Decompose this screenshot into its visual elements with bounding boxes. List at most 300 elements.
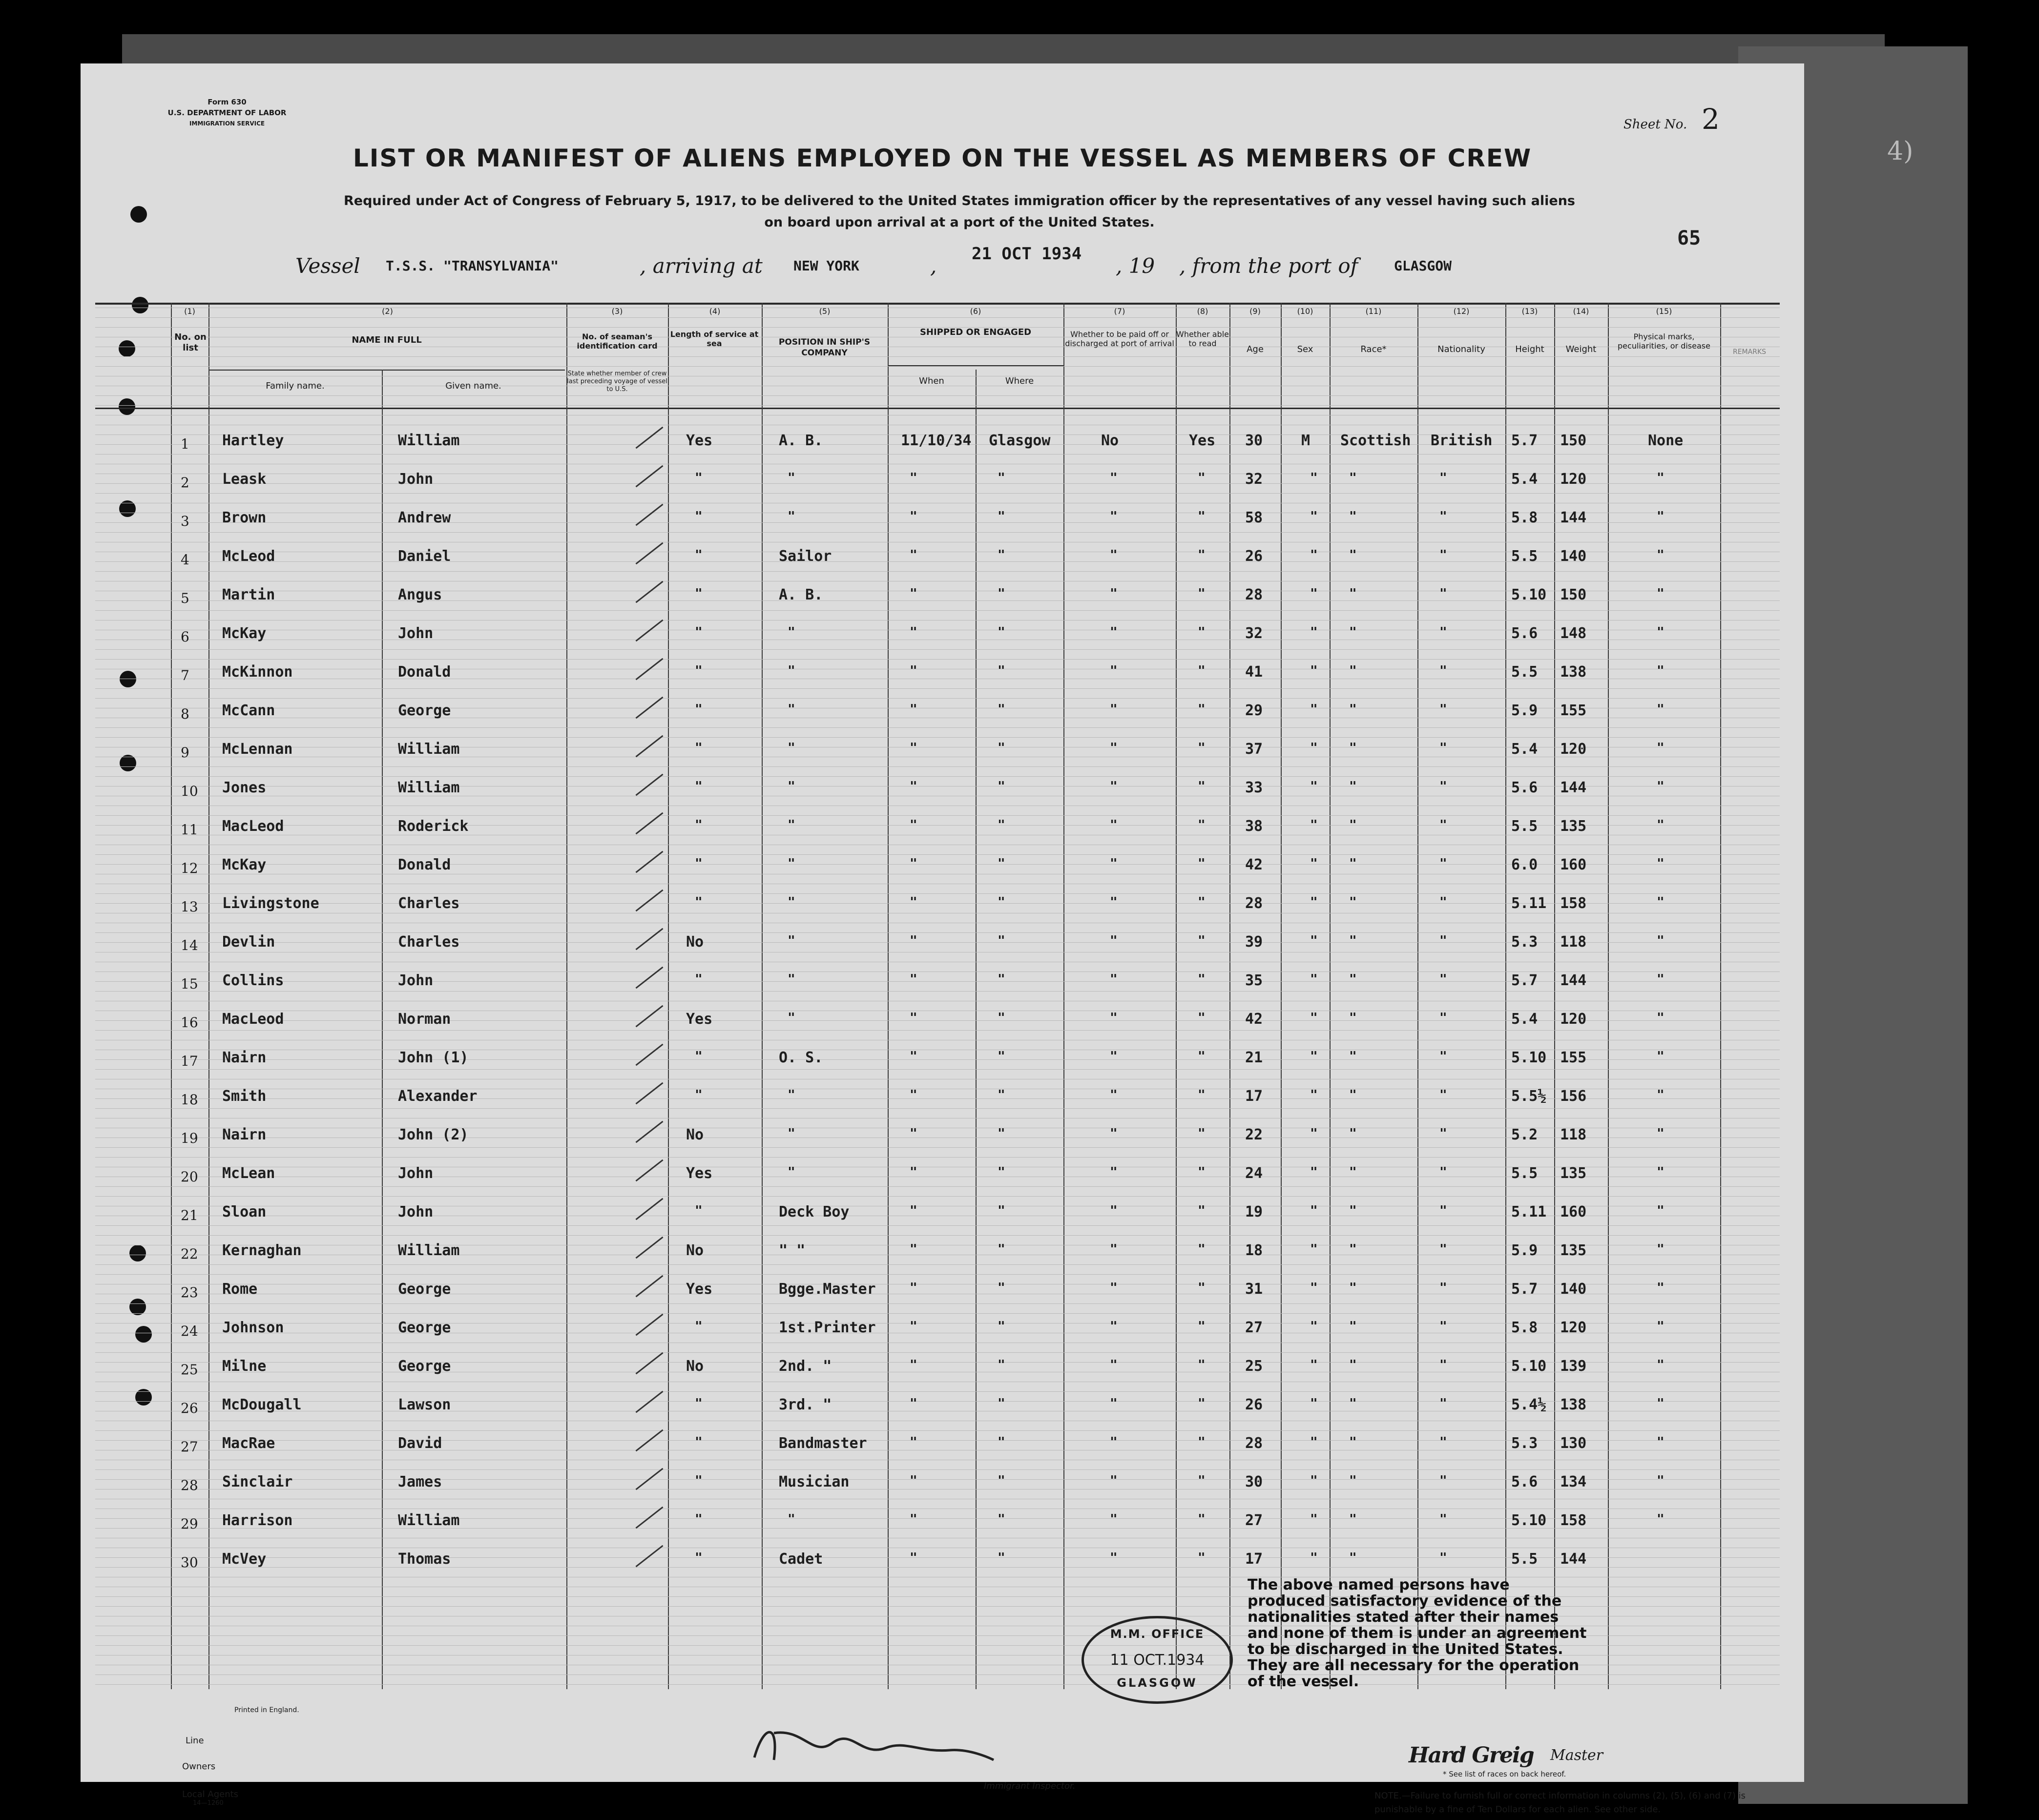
row-number: 6	[181, 629, 189, 645]
able-to-read: "	[1198, 895, 1206, 910]
paid-off: "	[1110, 1435, 1118, 1449]
master-signature: Hard Greig	[1409, 1743, 1534, 1768]
row-number: 23	[181, 1284, 198, 1301]
able-to-read: "	[1198, 1281, 1206, 1295]
check-tick	[635, 1198, 663, 1220]
col-position: POSITION IN SHIP'S COMPANY	[778, 337, 871, 358]
ruled-line	[95, 1147, 1780, 1148]
height: 5.3	[1511, 1435, 1538, 1452]
position: "	[788, 1165, 795, 1179]
races-note: * See list of races on back hereof.	[1443, 1770, 1566, 1779]
race: "	[1349, 1435, 1357, 1449]
shipped-where: "	[998, 1358, 1005, 1372]
family-name: Brown	[222, 509, 267, 526]
shipped-when: "	[910, 1088, 917, 1102]
family-name: Milne	[222, 1358, 267, 1375]
ruled-line	[95, 1264, 1780, 1265]
id-card: No	[686, 933, 704, 951]
check-tick	[635, 620, 663, 641]
physical-marks: "	[1657, 1512, 1664, 1527]
vessel-label: Vessel	[295, 254, 360, 278]
position: "	[788, 972, 795, 987]
shipped-when: "	[910, 856, 917, 871]
paid-off: "	[1110, 1512, 1118, 1527]
shipped-when: "	[910, 972, 917, 987]
paid-off: "	[1110, 548, 1118, 562]
height: 5.2	[1511, 1126, 1538, 1143]
col-when: When	[919, 376, 944, 386]
able-to-read: "	[1198, 1319, 1206, 1334]
race: "	[1349, 1242, 1357, 1257]
nationality: "	[1439, 702, 1447, 717]
ruled-line	[95, 1469, 1780, 1470]
race: "	[1349, 818, 1357, 832]
from-port-label: , from the port of	[1179, 254, 1358, 278]
able-to-read: Yes	[1189, 432, 1216, 449]
column-rule	[566, 303, 567, 1689]
id-card: "	[695, 856, 703, 871]
col-id-card-sub: State whether member of crew last preceding voyage of vessel to U.S.	[567, 370, 667, 393]
check-tick	[635, 967, 663, 989]
height: 5.9	[1511, 702, 1538, 719]
sex: M	[1301, 432, 1311, 449]
position: "	[788, 741, 795, 755]
age: 37	[1245, 741, 1263, 758]
race: "	[1349, 741, 1357, 755]
given-name: John	[398, 625, 434, 642]
ruled-line	[95, 366, 1780, 367]
shipped-where: "	[998, 1396, 1005, 1411]
able-to-read: "	[1198, 779, 1206, 794]
position: Cadet	[779, 1551, 823, 1568]
inspector-signature	[745, 1714, 999, 1772]
row-number: 28	[181, 1477, 198, 1493]
ruled-line	[95, 776, 1780, 777]
mm-office-stamp	[1082, 1616, 1233, 1704]
id-card: "	[695, 509, 703, 524]
column-rule	[208, 303, 209, 1689]
col-where: Where	[1005, 376, 1034, 386]
shipped-when: "	[910, 1473, 917, 1488]
shipped-where: "	[998, 933, 1005, 948]
punch-hole	[120, 755, 136, 771]
stamp-bottom-text: GLASGOW	[1117, 1676, 1198, 1690]
race: "	[1349, 1551, 1357, 1565]
shipped-where: "	[998, 471, 1005, 485]
paid-off: "	[1110, 1011, 1118, 1025]
sex: "	[1310, 509, 1318, 524]
sex: "	[1310, 895, 1318, 910]
weight: 144	[1560, 779, 1587, 796]
id-card: "	[695, 972, 703, 987]
given-name: John	[398, 471, 434, 488]
age: 24	[1245, 1165, 1263, 1182]
weight: 158	[1560, 1512, 1587, 1529]
race: "	[1349, 1049, 1357, 1064]
printed-in-england: Printed in England.	[234, 1706, 299, 1714]
sex: "	[1310, 933, 1318, 948]
weight: 138	[1560, 663, 1587, 681]
family-name: McKinnon	[222, 663, 293, 681]
nationality: "	[1439, 1473, 1447, 1488]
nationality: "	[1439, 1126, 1447, 1141]
height: 5.10	[1511, 586, 1547, 603]
family-name: McLean	[222, 1165, 275, 1182]
given-name: William	[398, 1512, 460, 1529]
row-number: 5	[181, 590, 189, 606]
position: "	[788, 818, 795, 832]
page-title: LIST OR MANIFEST OF ALIENS EMPLOYED ON THE VESSEL AS MEMBERS OF CREW	[353, 144, 1532, 172]
id-card: "	[695, 1551, 703, 1565]
ruled-line	[95, 1157, 1780, 1158]
row-number: 13	[181, 899, 198, 915]
race: "	[1349, 471, 1357, 485]
paid-off: "	[1110, 972, 1118, 987]
paid-off: "	[1110, 1242, 1118, 1257]
family-name: McKay	[222, 625, 267, 642]
ruled-line	[95, 571, 1780, 572]
row-number: 1	[181, 436, 189, 452]
given-name: James	[398, 1473, 442, 1490]
height: 5.6	[1511, 779, 1538, 796]
shipped-when: "	[910, 1242, 917, 1257]
service-name: IMMIGRATION SERVICE	[189, 120, 265, 127]
sex: "	[1310, 1396, 1318, 1411]
column-number: (5)	[819, 307, 831, 316]
position: Bgge.Master	[779, 1281, 876, 1298]
sex: "	[1310, 1049, 1318, 1064]
position: "	[788, 895, 795, 910]
department-name: U.S. DEPARTMENT OF LABOR	[167, 108, 287, 117]
column-rule	[171, 303, 172, 1689]
punch-hole	[135, 1326, 152, 1343]
height: 5.9	[1511, 1242, 1538, 1259]
age: 42	[1245, 1011, 1263, 1028]
weight: 140	[1560, 548, 1587, 565]
sex: "	[1310, 471, 1318, 485]
physical-marks: "	[1657, 702, 1664, 717]
master-role: Master	[1550, 1747, 1603, 1764]
sex: "	[1310, 1358, 1318, 1372]
paid-off: "	[1110, 1203, 1118, 1218]
given-name: David	[398, 1435, 442, 1452]
race: "	[1349, 625, 1357, 640]
id-card: "	[695, 1473, 703, 1488]
row-number: 9	[181, 745, 189, 761]
given-name: Donald	[398, 856, 451, 873]
weight: 155	[1560, 702, 1587, 719]
able-to-read: "	[1198, 741, 1206, 755]
shipped-where: "	[998, 548, 1005, 562]
given-name: George	[398, 702, 451, 719]
ruled-line	[95, 1274, 1780, 1275]
subtitle-line-1: Required under Act of Congress of February 5, 1917, to be delivered to the United States immigration officer by the representatives of any vessel having such aliens	[343, 193, 1575, 208]
given-name: William	[398, 1242, 460, 1259]
given-name: George	[398, 1319, 451, 1336]
weight: 160	[1560, 1203, 1587, 1220]
shipped-where: "	[998, 1512, 1005, 1527]
col-sex: Sex	[1297, 344, 1313, 354]
nationality: "	[1439, 586, 1447, 601]
sex: "	[1310, 1551, 1318, 1565]
able-to-read: "	[1198, 1473, 1206, 1488]
able-to-read: "	[1198, 1088, 1206, 1102]
id-card: "	[695, 779, 703, 794]
paid-off: "	[1110, 509, 1118, 524]
col-physical: Physical marks, peculiarities, or disease	[1618, 332, 1710, 351]
height: 5.10	[1511, 1512, 1547, 1529]
age: 39	[1245, 933, 1263, 951]
position: " "	[779, 1242, 806, 1259]
id-card: "	[695, 818, 703, 832]
id-card: "	[695, 1512, 703, 1527]
nationality: "	[1439, 663, 1447, 678]
column-number: (2)	[382, 307, 393, 316]
column-number: (14)	[1573, 307, 1589, 316]
ruled-line	[95, 356, 1780, 357]
id-card: "	[695, 1435, 703, 1449]
able-to-read: "	[1198, 1242, 1206, 1257]
paid-off: "	[1110, 625, 1118, 640]
shipped-when: "	[910, 1203, 917, 1218]
column-rule	[382, 370, 383, 1689]
weight: 144	[1560, 1551, 1587, 1568]
height: 5.5	[1511, 548, 1538, 565]
physical-marks: "	[1657, 972, 1664, 987]
row-number: 29	[181, 1516, 198, 1532]
age: 30	[1245, 432, 1263, 449]
weight: 140	[1560, 1281, 1587, 1298]
sheet-number: 2	[1702, 103, 1720, 136]
form-header	[139, 97, 315, 129]
paid-off: "	[1110, 1319, 1118, 1334]
col-id-card: No. of seaman's identification card	[577, 332, 658, 351]
position: Bandmaster	[779, 1435, 867, 1452]
col-family-name: Family name.	[266, 381, 325, 391]
shipped-when: 11/10/34	[901, 432, 972, 449]
check-tick	[635, 427, 663, 449]
sex: "	[1310, 1512, 1318, 1527]
nationality: "	[1439, 1551, 1447, 1565]
physical-marks: "	[1657, 1088, 1664, 1102]
nationality: "	[1439, 895, 1447, 910]
age: 32	[1245, 471, 1263, 488]
able-to-read: "	[1198, 856, 1206, 871]
paid-off: "	[1110, 1281, 1118, 1295]
shipped-where: "	[998, 663, 1005, 678]
race: "	[1349, 1088, 1357, 1102]
sex: "	[1310, 1435, 1318, 1449]
weight: 150	[1560, 586, 1587, 603]
paid-off: "	[1110, 895, 1118, 910]
physical-marks: "	[1657, 625, 1664, 640]
shipped-when: "	[910, 1281, 917, 1295]
nationality: "	[1439, 1242, 1447, 1257]
column-rule	[762, 303, 763, 1689]
physical-marks: "	[1657, 1358, 1664, 1372]
col-weight: Weight	[1565, 344, 1597, 354]
ruled-line	[95, 1430, 1780, 1431]
check-tick	[635, 889, 663, 911]
age: 31	[1245, 1281, 1263, 1298]
column-number: (12)	[1453, 307, 1470, 316]
able-to-read: "	[1198, 1358, 1206, 1372]
row-number: 7	[181, 667, 189, 683]
shipped-when: "	[910, 471, 917, 485]
shipped-when: "	[910, 586, 917, 601]
race: "	[1349, 1281, 1357, 1295]
family-name: Johnson	[222, 1319, 284, 1336]
age: 21	[1245, 1049, 1263, 1066]
ruled-line	[95, 737, 1780, 738]
ruled-line	[95, 493, 1780, 494]
family-name: Kernaghan	[222, 1242, 302, 1259]
position: "	[788, 1011, 795, 1025]
paid-off: "	[1110, 471, 1118, 485]
shipped-when: "	[910, 1551, 917, 1565]
column-rule	[1505, 303, 1506, 1689]
check-tick	[635, 735, 663, 757]
line-label: Line	[186, 1736, 204, 1746]
ruled-line	[95, 815, 1780, 816]
height: 5.7	[1511, 432, 1538, 449]
check-tick	[635, 1159, 663, 1181]
age: 17	[1245, 1551, 1263, 1568]
position: "	[788, 856, 795, 871]
shipped-when: "	[910, 1435, 917, 1449]
given-name: Daniel	[398, 548, 451, 565]
punch-hole	[130, 206, 147, 223]
id-card: No	[686, 1126, 704, 1143]
family-name: MacRae	[222, 1435, 275, 1452]
paid-off: "	[1110, 1396, 1118, 1411]
column-number: (9)	[1249, 307, 1261, 316]
paid-off: "	[1110, 1551, 1118, 1565]
physical-marks: "	[1657, 895, 1664, 910]
shipped-when: "	[910, 1126, 917, 1141]
id-card: "	[695, 1049, 703, 1064]
ruled-line	[95, 532, 1780, 533]
physical-marks: "	[1657, 1473, 1664, 1488]
family-name: McLennan	[222, 741, 293, 758]
given-name: William	[398, 432, 460, 449]
age: 58	[1245, 509, 1263, 526]
penalty-note: NOTE.—Failure to furnish full or correct information in columns (2), (5), (6) and (7) is punishable by a fine of Ten Dollars for each alien. See other side.	[1374, 1791, 1746, 1815]
shipped-where: "	[998, 1435, 1005, 1449]
col-able-read: Whether able to read	[1176, 330, 1229, 348]
age: 28	[1245, 895, 1263, 912]
manifest-page	[81, 63, 1914, 1815]
physical-marks: "	[1657, 1049, 1664, 1064]
height: 5.3	[1511, 933, 1538, 951]
shipped-where: "	[998, 1319, 1005, 1334]
shipped-where: "	[998, 1473, 1005, 1488]
shipped-when: "	[910, 779, 917, 794]
date-separator: ,	[930, 254, 937, 278]
id-card: Yes	[686, 1165, 713, 1182]
given-name: John	[398, 1203, 434, 1220]
physical-marks: "	[1657, 1435, 1664, 1449]
row-number: 10	[181, 783, 198, 799]
shipped-when: "	[910, 1358, 917, 1372]
position: "	[788, 1126, 795, 1141]
physical-marks: "	[1657, 1319, 1664, 1334]
weight: 135	[1560, 1242, 1587, 1259]
id-card: "	[695, 471, 703, 485]
age: 28	[1245, 1435, 1263, 1452]
ruled-line	[95, 1225, 1780, 1226]
position: 3rd. "	[779, 1396, 832, 1413]
family-name: McDougall	[222, 1396, 302, 1413]
given-name: Charles	[398, 933, 460, 951]
name-subheader-rule	[208, 370, 565, 371]
shipped-when: "	[910, 1049, 917, 1064]
row-number: 24	[181, 1323, 198, 1339]
sex: "	[1310, 1319, 1318, 1334]
ruled-line	[95, 1235, 1780, 1236]
shipped-where: "	[998, 856, 1005, 871]
paid-off: "	[1110, 1473, 1118, 1488]
able-to-read: "	[1198, 702, 1206, 717]
position: Musician	[779, 1473, 850, 1490]
row-number: 25	[181, 1362, 198, 1378]
nationality: "	[1439, 1319, 1447, 1334]
weight: 158	[1560, 895, 1587, 912]
id-card: "	[695, 1319, 703, 1334]
able-to-read: "	[1198, 818, 1206, 832]
sex: "	[1310, 1203, 1318, 1218]
vessel-name: T.S.S. "TRANSYLVANIA"	[386, 258, 559, 274]
shipped-where: "	[998, 779, 1005, 794]
nationality: "	[1439, 779, 1447, 794]
nationality: "	[1439, 972, 1447, 987]
id-card: "	[695, 1088, 703, 1102]
race: "	[1349, 1358, 1357, 1372]
age: 33	[1245, 779, 1263, 796]
ruled-line	[95, 454, 1780, 455]
position: "	[788, 625, 795, 640]
shipped-where: "	[998, 1203, 1005, 1218]
family-name: Devlin	[222, 933, 275, 951]
nationality: "	[1439, 1281, 1447, 1295]
ruled-line	[95, 893, 1780, 894]
ruled-line	[95, 727, 1780, 728]
able-to-read: "	[1198, 663, 1206, 678]
physical-marks: "	[1657, 548, 1664, 562]
able-to-read: "	[1198, 1435, 1206, 1449]
col-paid-off: Whether to be paid off or discharged at port of arrival	[1065, 330, 1174, 348]
shipped-where: "	[998, 972, 1005, 987]
able-to-read: "	[1198, 1126, 1206, 1141]
able-to-read: "	[1198, 1049, 1206, 1064]
punch-hole	[119, 340, 135, 357]
able-to-read: "	[1198, 625, 1206, 640]
height: 5.11	[1511, 1203, 1547, 1220]
sheet-label: Sheet No.	[1623, 117, 1687, 132]
family-name: Nairn	[222, 1049, 267, 1066]
weight: 120	[1560, 741, 1587, 758]
nationality: "	[1439, 818, 1447, 832]
ruled-line	[95, 659, 1780, 660]
shipped-when: "	[910, 1319, 917, 1334]
weight: 120	[1560, 471, 1587, 488]
arrival-date: 21 OCT 1934	[972, 244, 1082, 264]
able-to-read: "	[1198, 509, 1206, 524]
weight: 120	[1560, 1011, 1587, 1028]
physical-marks: "	[1657, 1242, 1664, 1257]
row-number: 19	[181, 1130, 198, 1146]
id-card: No	[686, 1242, 704, 1259]
